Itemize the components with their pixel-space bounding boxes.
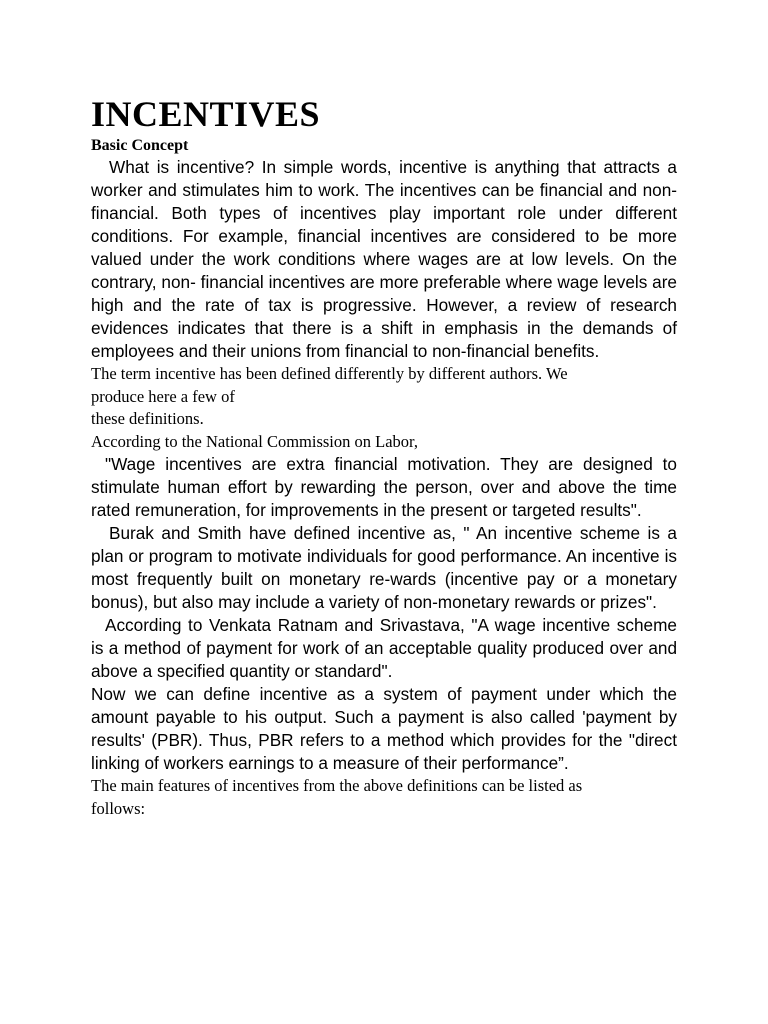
document-title: INCENTIVES — [91, 94, 321, 134]
definitions-intro-line-2: produce here a few of — [91, 386, 235, 406]
section-heading: Basic Concept — [91, 137, 189, 154]
definitions-intro-line-4: According to the National Commission on Labor, — [91, 431, 418, 451]
document-page — [91, 92, 677, 820]
definitions-intro — [91, 363, 677, 453]
paragraph-venkata-ratnam: According to Venkata Ratnam and Srivastava, "A wage incentive scheme is a method of payment for work of an acceptable quality produced over and above a specified quantity or standard". — [91, 615, 677, 681]
definitions-intro-line-1: The term incentive has been defined differently by different authors. We — [91, 364, 568, 383]
features-intro-line-2: follows: — [91, 798, 146, 818]
paragraph-what-is-incentive: What is incentive? In simple words, incentive is anything that attracts a worker and stimulates him to work. The incentives can be financial and non-financial. Both types of incentives play important role under different conditions. For example, financial incentives are considered to be more valued under the work conditions where wages are at low levels. On the contrary, non- financial incentives are more preferable where wage levels are high and the rate of tax is progressive. However, a review of research evidences indicates that there is a shift in emphasis in the demands of employees and their unions from financial to non-financial benefits. — [91, 157, 677, 361]
paragraph-national-commission-quote: "Wage incentives are extra financial motivation. They are designed to stimulate human effort by rewarding the person, over and above the time rated remuneration, for improvements in the present or targeted results". — [91, 454, 677, 520]
features-intro — [91, 775, 677, 820]
paragraph-burak-smith: Burak and Smith have defined incentive as, " An incentive scheme is a plan or program to motivate individuals for good performance. An incentive is most frequently built on monetary re-wards (incentive pay or a monetary bonus), but also may include a variety of non-monetary rewards or prizes". — [91, 523, 677, 612]
features-intro-line-1: The main features of incentives from the above definitions can be listed as — [91, 776, 583, 795]
paragraph-pbr-definition: Now we can define incentive as a system of payment under which the amount payable to his output. Such a payment is also called 'payment by results' (PBR). Thus, PBR refers to a method which provides for the "direct linking of workers earnings to a measure of their performance”. — [91, 684, 677, 773]
definitions-intro-line-3: these definitions. — [91, 409, 204, 428]
